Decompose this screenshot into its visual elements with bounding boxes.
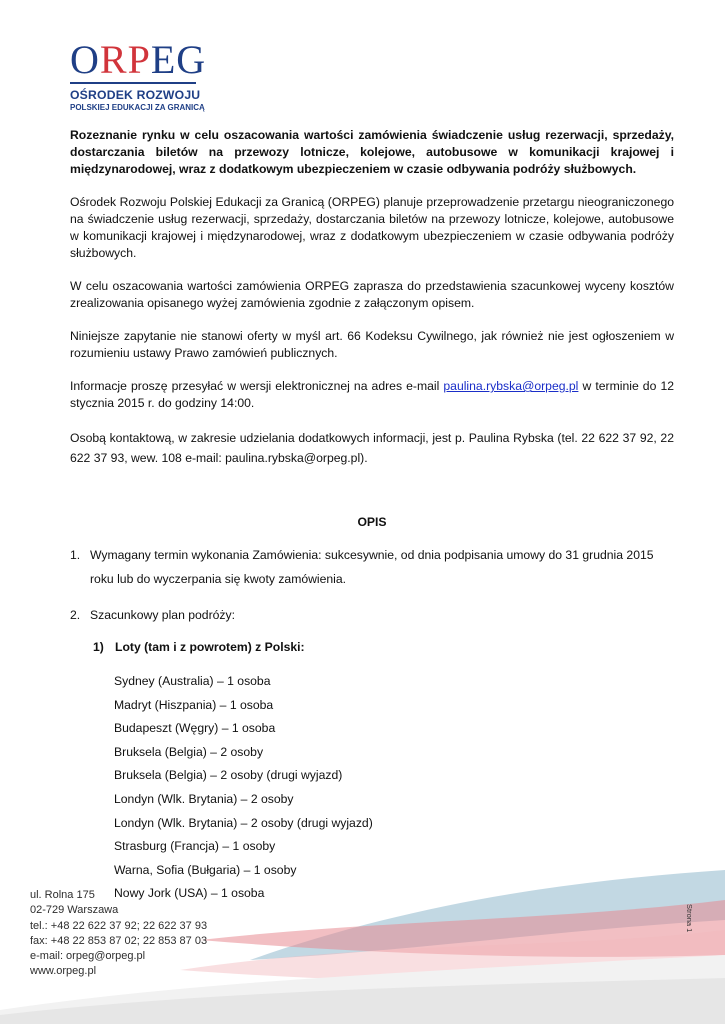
list-item: Madryt (Hiszpania) – 1 osoba: [114, 697, 274, 712]
paragraph-submission: [70, 378, 674, 412]
opis-item-1-number: 1.: [70, 548, 81, 562]
opis-item-1: [70, 543, 674, 591]
document-body: [70, 127, 674, 909]
logo-letter-p: P: [127, 37, 151, 82]
opis-item-2-text: Szacunkowy plan podróży:: [90, 608, 235, 622]
email-link[interactable]: paulina.rybska@orpeg.pl: [443, 379, 579, 393]
footer-email: e-mail: orpeg@orpeg.pl: [30, 950, 146, 963]
subitem-text: Loty (tam i z powrotem) z Polski:: [115, 640, 305, 654]
document-title: Rozeznanie rynku w celu oszacowania wartości zamówienia świadczenie usług rezerwacji, sprzedaży, dostarczania biletów na przewozy lotnicze, kolejowe, autobusowe w komunikacji krajowej i międzynarodowej, wraz z dodatkowym ubezpieczeniem w czasie odbywania podróży służbowych.: [70, 128, 674, 176]
paragraph-invitation: W celu oszacowania wartości zamówienia ORPEG zaprasza do przedstawienia szacunkowej wyceny kosztów zrealizowania opisanego wyżej zamówienia zgodnie z załączonym opisem.: [70, 279, 674, 310]
list-item: Londyn (Wlk. Brytania) – 2 osoby (drugi wyjazd): [114, 815, 373, 830]
footer-city: 02-729 Warszawa: [30, 904, 119, 917]
paragraph-contact: Osobą kontaktową, w zakresie udzielania dodatkowych informacji, jest p. Paulina Rybska (tel. 22 622 37 92, 22 622 37 93, wew. 108 e-mail: paulina.rybska@orpeg.pl).: [70, 431, 674, 465]
footer-tel: tel.: +48 22 622 37 92; 22 622 37 93: [30, 919, 208, 932]
paragraph-intro: Ośrodek Rozwoju Polskiej Edukacji za Granicą (ORPEG) planuje przeprowadzenie przetargu nieograniczonego na świadczenie usług rezerwacji, sprzedaży, dostarczania biletów na przewozy lotnicze, kolejowe, autobusowe w komunikacji krajowej i międzynarodowej, wraz z dodatkowym ubezpieczeniem w czasie odbywania podróży służbowych.: [70, 195, 674, 260]
opis-subitem-flights: [93, 639, 674, 656]
logo-line-2: POLSKIEJ EDUKACJI ZA GRANICĄ: [70, 103, 205, 112]
logo-letter-r: R: [99, 37, 128, 82]
opis-item-2: [70, 603, 674, 627]
logo-letter-o: O: [70, 37, 100, 82]
paragraph-disclaimer: Niniejsze zapytanie nie stanowi oferty w myśl art. 66 Kodeksu Cywilnego, jak również nie jest ogłoszeniem w rozumieniu ustawy Prawo zamówień publicznych.: [70, 329, 674, 360]
list-item: Londyn (Wlk. Brytania) – 2 osoby: [114, 791, 294, 806]
list-item: Warna, Sofia (Bułgaria) – 1 osoby: [114, 862, 297, 877]
logo-divider: [70, 82, 196, 84]
footer-street: ul. Rolna 175: [30, 889, 95, 901]
logo-line-1: OŚRODEK ROZWOJU: [70, 88, 201, 102]
opis-item-2-number: 2.: [70, 608, 81, 622]
opis-item-1-text: Wymagany termin wykonania Zamówienia: sukcesywnie, od dnia podpisania umowy do 31 grudnia 2015 roku lub do wyczerpania się kwoty zamówienia.: [90, 548, 654, 586]
list-item: Strasburg (Francja) – 1 osoby: [114, 839, 276, 854]
footer-website: www.orpeg.pl: [30, 965, 97, 978]
logo-letters-eg: EG: [150, 37, 207, 82]
logo-mark: [70, 37, 210, 82]
opis-heading: OPIS: [357, 515, 387, 529]
submission-text-before: Informacje proszę przesyłać w wersji elektronicznej na adres e-mail: [70, 379, 444, 393]
footer-address: [30, 888, 207, 980]
list-item: Sydney (Australia) – 1 osoba: [114, 674, 271, 688]
list-item: Budapeszt (Węgry) – 1 osoba: [114, 721, 276, 736]
orpeg-logo: [70, 37, 210, 112]
submission-text-after: w terminie do 12 stycznia 2015 r. do godziny 14:00.: [70, 379, 674, 410]
list-item: Nowy Jork (USA) – 1 osoba: [114, 886, 265, 901]
page-number: Strona 1: [685, 904, 694, 933]
list-item: Bruksela (Belgia) – 2 osoby: [114, 744, 264, 759]
list-item: Bruksela (Belgia) – 2 osoby (drugi wyjazd): [114, 768, 343, 783]
footer-fax: fax: +48 22 853 87 02; 22 853 87 03: [30, 934, 208, 947]
subitem-number: 1): [93, 640, 104, 654]
